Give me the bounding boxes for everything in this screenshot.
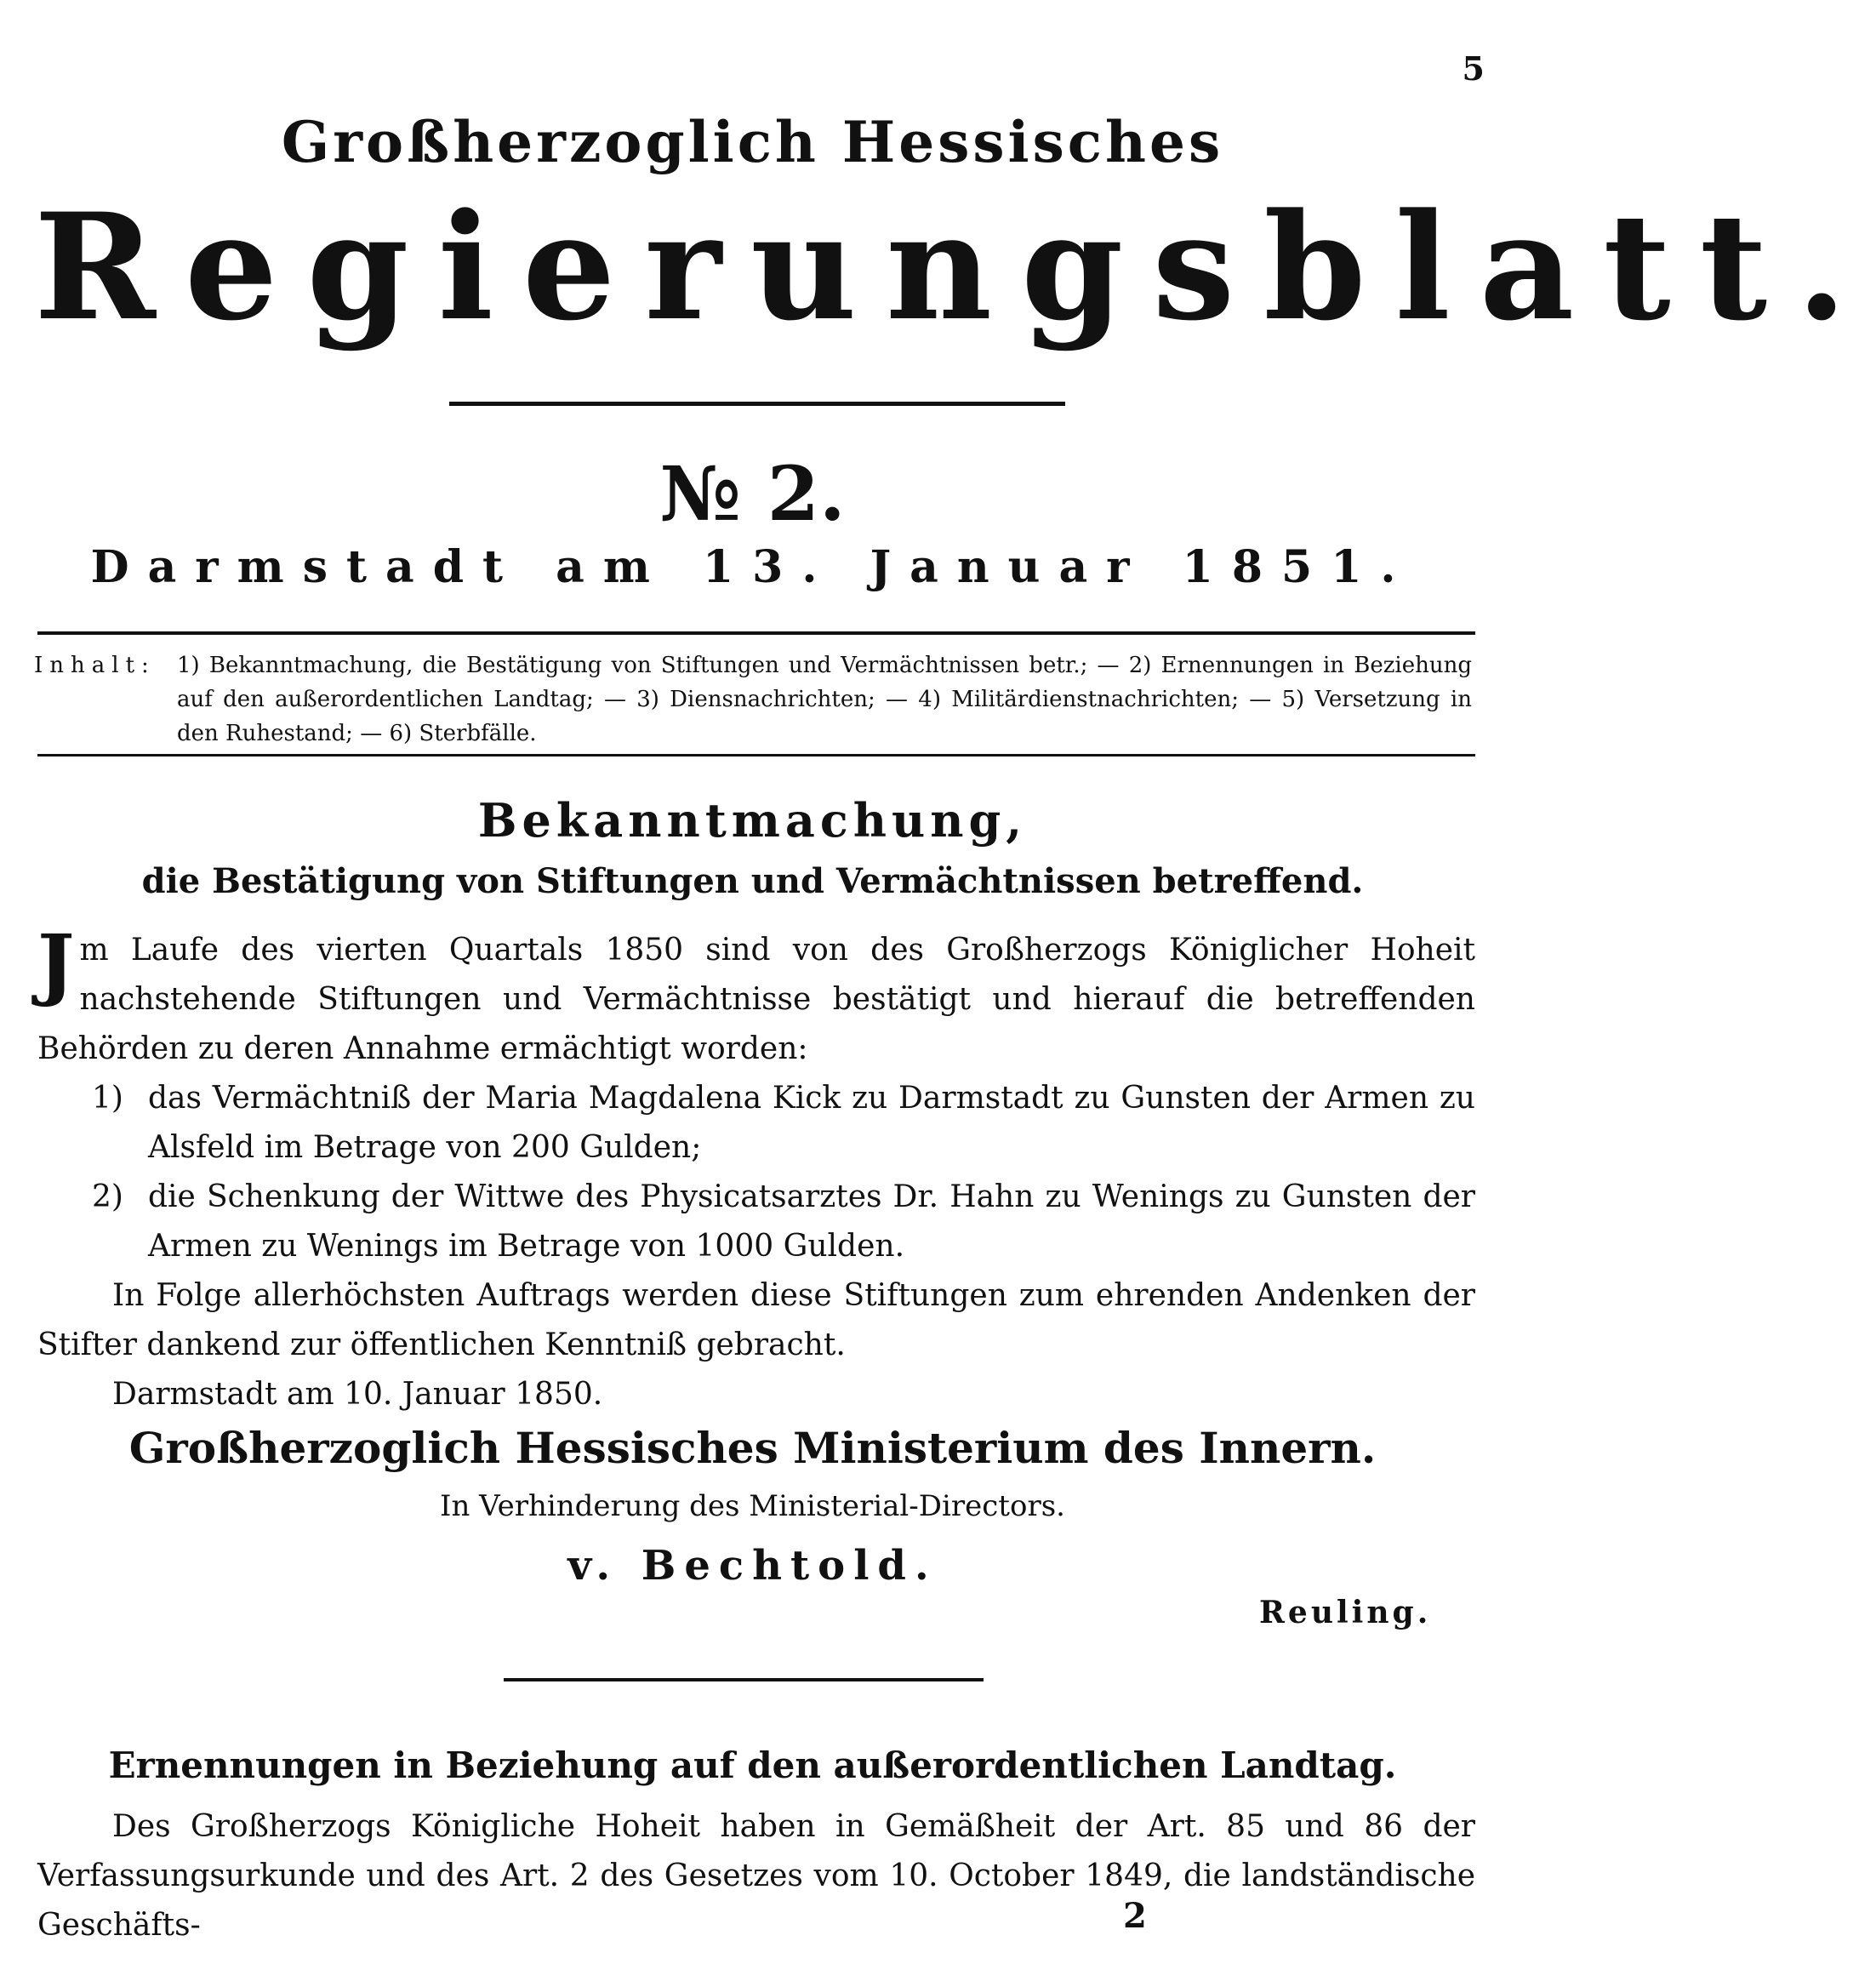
section1-closing: In Folge allerhöchsten Auftrags werden diese Stiftungen zum ehrenden Andenken der Stifter dankend zur öffentlichen Kenntniß gebracht. <box>37 1278 1475 1362</box>
masthead-title: Regierungsblatt. <box>34 180 1876 353</box>
masthead-rule <box>449 402 1065 406</box>
contents-rule-bottom <box>37 754 1475 756</box>
issue-dateline: Darmstadt am 13. Januar 1851. <box>90 541 1415 593</box>
list-item-number: 1) <box>92 1081 123 1116</box>
list-item-text: das Vermächtniß der Maria Magdalena Kick zu Darmstadt zu Gunsten der Armen zu Alsfeld im Betrage von 200 Gulden; <box>148 1081 1475 1165</box>
page-number: 5 <box>1462 49 1485 88</box>
section2-title: Ernennungen in Beziehung auf den außerordentlichen Landtag. <box>108 1744 1397 1786</box>
section-divider-rule <box>504 1678 984 1681</box>
dropcap-letter: J <box>37 917 75 1009</box>
issue-number: № 2. <box>659 449 846 538</box>
section1-date: Darmstadt am 10. Januar 1850. <box>112 1377 603 1412</box>
contents-rule-top <box>37 631 1475 635</box>
signatory-name: v. Bechtold. <box>567 1542 938 1590</box>
contents-text: 1) Bekanntmachung, die Bestätigung von Stiftungen und Vermächtnissen betr.; — 2) Ernennungen in Beziehung auf den außerordentlichen Landtag; — 3) Diensnachrichten; — 4) Militärdienstnachrichten; — 5) Versetzung in den Ruhestand; — 6) Sterbfälle. <box>177 653 1472 746</box>
contents-label: Inhalt: <box>34 653 156 678</box>
section2-text: Des Großherzogs Königliche Hoheit haben in Gemäßheit der Art. 85 und 86 der Verfassungsurkunde und des Art. 2 des Gesetzes vom 10. October 1849, die landständische Geschäfts- <box>37 1809 1475 1943</box>
list-item-number: 2) <box>92 1179 123 1214</box>
list-item <box>92 1074 1475 1173</box>
on-behalf-line: In Verhinderung des Ministerial-Directors. <box>440 1489 1065 1523</box>
sheet-signature: 2 <box>1123 1896 1147 1936</box>
table-of-contents <box>34 648 1472 751</box>
list-item <box>92 1173 1475 1271</box>
list-item-text: die Schenkung der Wittwe des Physicatsarztes Dr. Hahn zu Wenings zu Gunsten der Armen zu Wenings im Betrage von 1000 Gulden. <box>148 1179 1475 1264</box>
journal-state-title: Großherzoglich Hessisches <box>281 109 1224 175</box>
section1-subtitle: die Bestätigung von Stiftungen und Vermächtnissen betreffend. <box>141 861 1364 901</box>
ministry-name: Großherzoglich Hessisches Ministerium des Innern. <box>128 1423 1377 1473</box>
intro-text: m Laufe des vierten Quartals 1850 sind von des Großherzogs Königlicher Hoheit nachstehende Stiftungen und Vermächtnisse bestätigt und hierauf die betreffenden Behörden zu deren Annahme ermächtigt worden: <box>37 933 1475 1066</box>
section1-intro <box>37 917 1475 1074</box>
section1-title: Bekanntmachung, <box>477 793 1028 848</box>
clerk-name: Reuling. <box>1259 1595 1432 1630</box>
